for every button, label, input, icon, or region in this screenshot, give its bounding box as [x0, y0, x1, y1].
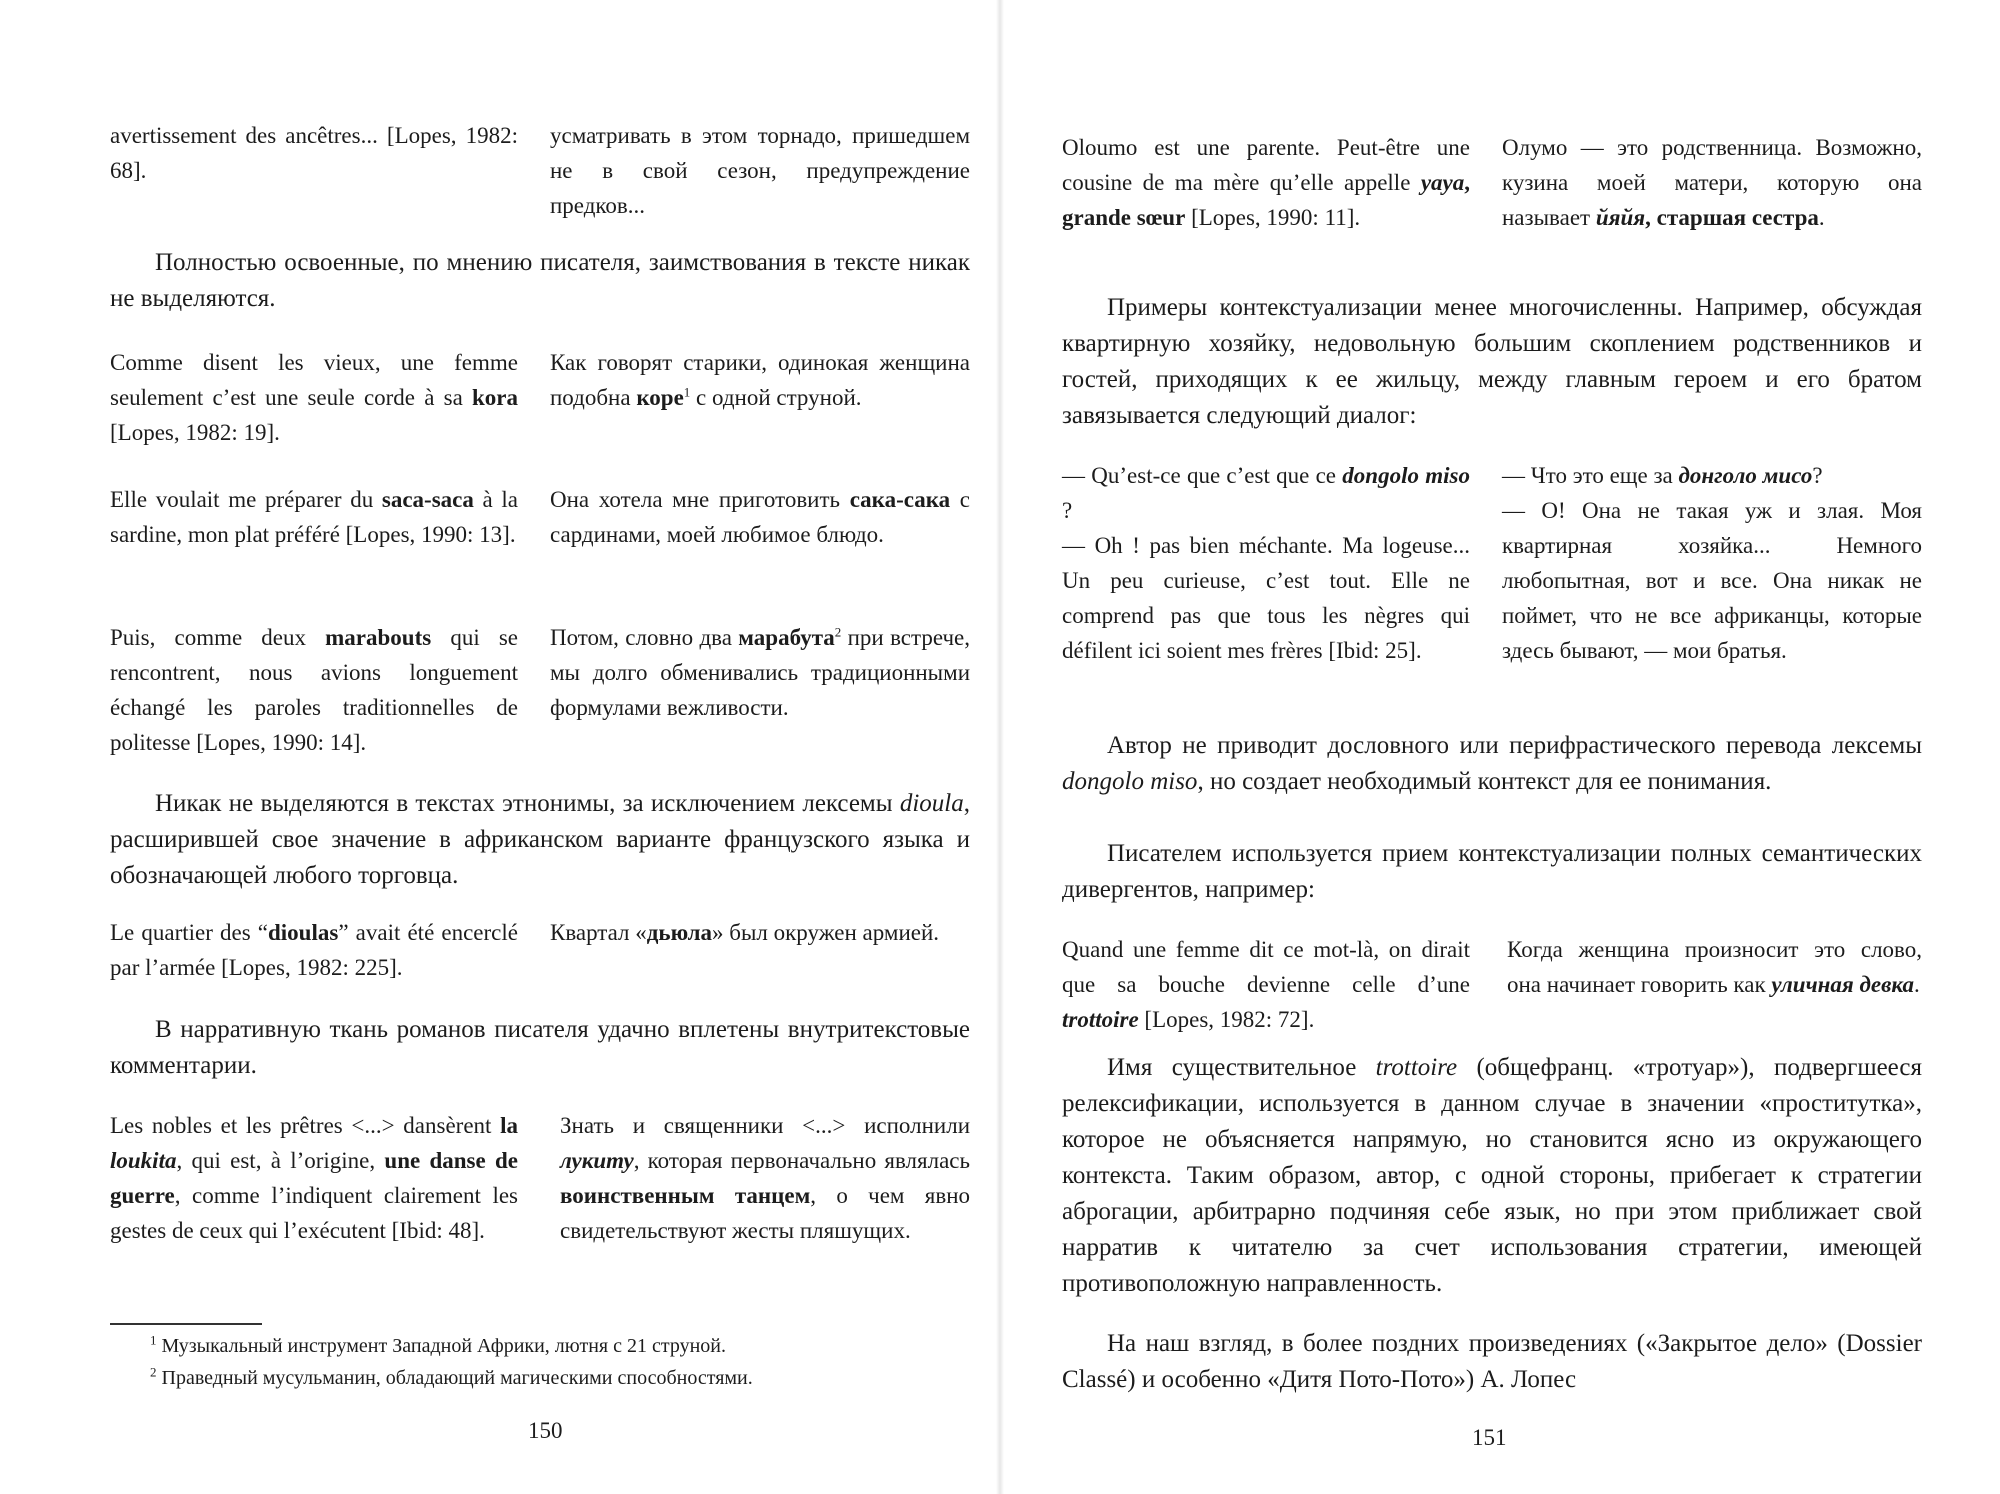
term-highlight: trottoire: [1062, 1007, 1139, 1032]
term-highlight: dioulas: [268, 920, 339, 945]
footnotes: [110, 1330, 970, 1394]
russian-translation: Квартал «дьюла» был окружен армией.: [550, 920, 940, 945]
term-highlight: kora: [472, 385, 518, 410]
french-quote: Oloumo est une parente. Peut-être une cousine de ma mère qu’elle appelle yaya, grande sœur [Lopes, 1990: 11].: [1062, 135, 1470, 230]
body-paragraph: Примеры контекстуализации менее многочисленны. Например, обсуждая квартирную хозяйку, недовольную большим скоплением родственников и гостей, приходящих к ее жильцу, между главным героем и его братом завязывается следующий диалог:: [1062, 294, 1922, 429]
term-highlight: une danse de guerre: [110, 1148, 518, 1208]
footnote-ref: 1: [683, 384, 691, 400]
french-quote: Puis, comme deux marabouts qui se rencontrent, nous avions longuement échangé les paroles traditionnelles de politesse [Lopes, 1990: 14].: [110, 625, 518, 755]
term-highlight: йяйя: [1595, 205, 1646, 230]
term-highlight: лукиту: [560, 1148, 634, 1173]
body-paragraph: Автор не приводит дословного или перифрастического перевода лексемы dongolo miso, но создает необходимый контекст для ее понимания.: [1062, 732, 1922, 795]
body-paragraph: Имя существительное trottoire (общефранц. «тротуар»), подвергшееся релексификации, используется в данном случае в значении «проститутка», которое не объясняется напрямую, но становится ясно из окружающего контекста. Таким образом, автор, с одной стороны, прибегает к стратегии аброгации, арбитрарно подчиняя себе язык, но при этом приближает свой нарратив к читателю за счет использования стратегии, имеющей противоположную направленность.: [1062, 1054, 1923, 1297]
russian-translation: Знать и священники <...> исполнили лукиту, которая первоначально являлась воинственным танцем, о чем явно свидетельствуют жесты пляшущих.: [560, 1113, 971, 1243]
body-paragraph: Писателем используется прием контекстуализации полных семантических дивергентов, например:: [1062, 840, 1922, 903]
body-paragraph: Никак не выделяются в текстах этнонимы, за исключением лексемы dioula, расширившей свое значение в африканском варианте французского языка и обозначающей любого торговца.: [110, 790, 970, 889]
body-paragraph: Полностью освоенные, по мнению писателя, заимствования в тексте никак не выделяются.: [110, 249, 970, 312]
russian-translation: [550, 118, 970, 223]
french-quote: — Qu’est-ce que c’est que ce dongolo miso ? — Oh ! pas bien méchante. Ma logeuse... Un peu curieuse, c’est tout. Elle ne comprend pas que tous les nègres qui défilent ici soient mes frères [Ibid: 25].: [1062, 463, 1470, 663]
footnote-item: $^2$ Праведный мусульманин, обладающий магическими способностями.: [150, 1364, 753, 1389]
french-quote: Le quartier des “dioulas” avait été encerclé par l’armée [Lopes, 1982: 225].: [110, 920, 518, 980]
term-highlight: коре: [636, 385, 684, 410]
term-highlight: донголо мисо: [1678, 463, 1813, 488]
term-highlight: уличная девка: [1771, 972, 1914, 997]
french-quote: Les nobles et les prêtres <...> dansèrent la loukita, qui est, à l’origine, une danse de guerre, comme l’indiquent clairement les gestes de ceux qui l’exécutent [Ibid: 48].: [110, 1113, 518, 1243]
russian-translation: Олумо — это родственница. Возможно, кузина моей матери, которую она называет йяйя, старшая сестра.: [1502, 135, 1922, 230]
russian-translation: Когда женщина произносит это слово, она начинает говорить как уличная девка.: [1507, 937, 1922, 997]
term-highlight: , grande sœur: [1062, 170, 1470, 230]
term-highlight: marabouts: [325, 625, 432, 650]
term-highlight: марабута: [738, 625, 835, 650]
russian-text: усматривать в этом торнадо, пришедшем не в свой сезон, предупреждение предков...: [550, 123, 970, 218]
russian-translation: Потом, словно два марабута$^2$ при встрече, мы долго обменивались традиционными формулами вежливости.: [550, 624, 971, 720]
term-highlight: дьюла: [646, 920, 712, 945]
footnote-item: $^1$ Музыкальный инструмент Западной Африки, лютня с 21 струной.: [150, 1332, 726, 1357]
footnote-divider: [110, 1323, 262, 1325]
term-highlight: loukita: [110, 1148, 177, 1173]
term-highlight: yaya: [1420, 170, 1465, 195]
french-quote: Quand une femme dit ce mot-là, on dirait que sa bouche devienne celle d’une trottoire [Lopes, 1982: 72].: [1062, 937, 1470, 1032]
right-page: [1000, 0, 2000, 1494]
term-highlight: сака-сака: [849, 487, 951, 512]
russian-translation: Как говорят старики, одинокая женщина подобна коре$^1$ с одной струной.: [550, 350, 970, 410]
page-number: 150: [528, 1418, 563, 1443]
french-text: avertissement des ancêtres... [Lopes, 1982: 68].: [110, 123, 518, 183]
body-paragraph: На наш взгляд, в более поздних произведениях («Закрытое дело» (Dossier Classé) и особенно «Дитя Пото-Пото») А. Лопес: [1062, 1330, 1922, 1393]
body-paragraph: В нарративную ткань романов писателя удачно вплетены внутритекстовые комментарии.: [110, 1016, 970, 1079]
french-quote: [110, 118, 518, 188]
footnote-ref: 2: [834, 624, 842, 640]
term-highlight: saca-saca: [381, 487, 474, 512]
page-number: 151: [1472, 1425, 1507, 1450]
term-highlight: воинственным танцем: [560, 1183, 811, 1208]
term-highlight: dongolo miso: [1342, 463, 1470, 488]
french-quote: Elle voulait me préparer du saca-saca à la sardine, mon plat préféré [Lopes, 1990: 13].: [110, 487, 518, 547]
russian-translation: — Что это еще за донголо мисо? — О! Она не такая уж и злая. Моя квартирная хозяйка... Немного любопытная, вот и все. Она никак не поймет, что не все африканцы, которые здесь бывают, — мои братья.: [1502, 463, 1922, 663]
french-quote: Comme disent les vieux, une femme seulement c’est une seule corde à sa kora [Lopes, 1982: 19].: [110, 350, 518, 445]
russian-translation: Она хотела мне приготовить сака-сака с сардинами, моей любимое блюдо.: [550, 487, 970, 547]
term-highlight: , старшая сестра: [1645, 205, 1819, 230]
